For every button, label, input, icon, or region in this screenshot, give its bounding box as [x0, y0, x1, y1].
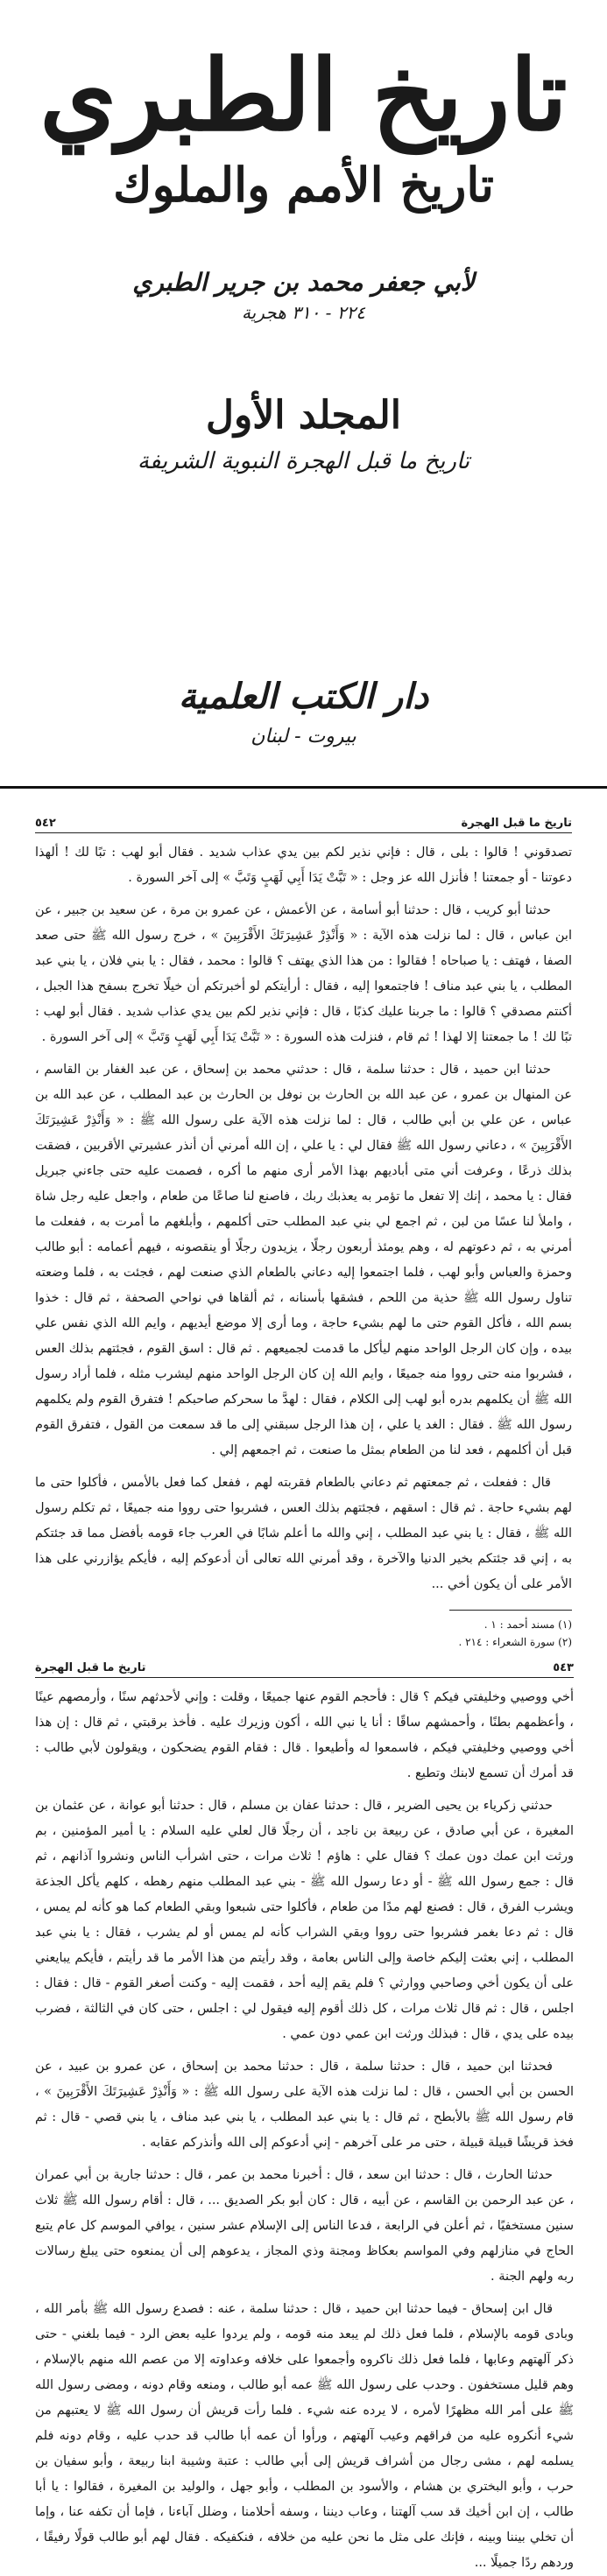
running-header — [35, 817, 572, 833]
author-dates: ٢٢٤ - ٣١٠ هجرية — [241, 302, 366, 323]
author-line: لأبي جعفر محمد بن جرير الطبري — [132, 268, 475, 297]
page-body — [35, 1685, 574, 2576]
paragraph: حدثنا ابن حميد ، قال : حدثنا سلمة ، قال : حدثني محمد بن إسحاق ، عن عبد الغفار بن القاسم ، عن المنهال بن عمرو ، عن عبد الله بن الحارث بن نوفل بن الحارث بن عبد المطلب ، عن عبد الله بن عباس ، عن علي بن أبي طالب ، قال : لما نزلت هذه الآية على رسول الله ﷺ : « وَأَنْذِرْ عَشِيرَتَكَ الأَقْرَبِينَ » ، دعاني رسول الله ﷺ فقال لي : يا علي ، إن الله أمرني أن أنذر عشيرتي الأقربين ، فضقت بذلك ذرعًا ، وعرفت أني متى أباديهم بهذا الأمر أرى منهم ما أكره ، فصمت عليه حتى جاءني جبريل فقال : يا محمد ، إنك إلا تفعل ما تؤمر به يعذبك ربك ، فاصنع لنا صاعًا من طعام ، واجعل عليه رجل شاة ، واملأ لنا عسًا من لبن ، ثم اجمع لي بني عبد المطلب حتى أكلمهم ، وأبلغهم ما أمرت به ، ففعلت ما أمرني به ، ثم دعوتهم له ، وهم يومئذ أربعون رجلًا ، يزيدون رجلًا أو ينقصونه ، فيهم أعمامه : أبو طالب وحمزة والعباس وأبو لهب ، فلما اجتمعوا إليه دعاني بالطعام الذي صنعت لهم ، فجئت به ، فلما وضعته تناول رسول الله ﷺ حذية من اللحم ، فشقها بأسنانه ، ثم ألقاها في نواحي الصحفة ، ثم قال : خذوا بسم الله ، فأكل القوم حتى ما لهم بشيء حاجة ، وما أرى إلا موضع أيديهم ، وايم الله الذي نفس علي بيده ، وإن كان الرجل الواحد منهم ليأكل ما قدمت لجميعهم . ثم قال : اسق القوم ، فجئتهم بذلك العس ، فشربوا منه حتى رووا منه جميعًا ، وايم الله إن كان الرجل الواحد منهم ليشرب مثله ، فلما أراد رسول الله ﷺ أن يكلمهم بدره أبو لهب إلى الكلام ، فقال : لهدَّ ما سحركم صاحبكم ! فتفرق القوم ولم يكلمهم رسول الله ﷺ . فقال : الغد يا علي ، إن هذا الرجل سبقني إلى ما قد سمعت من القول ، فتفرق القوم قبل أن أكلمهم ، فعد لنا من الطعام بمثل ما صنعت ، ثم اجمعهم إلي . — [35, 1063, 572, 1457]
footnote-rule — [449, 1610, 572, 1611]
paragraph: حدثنا أبو كريب ، قال : حدثنا أبو أسامة ، عن الأعمش ، عن عمرو بن مرة ، عن سعيد بن جبير ، عن ابن عباس ، قال : لما نزلت هذه الآية : « وَأَنْذِرْ عَشِيرَتَكَ الأَقْرَبِينَ » ، خرج رسول الله ﷺ حتى صعد الصفا ، فهتف : يا صباحاه ! فقالوا : من هذا الذي يهتف ؟ قالوا : محمد ، فقال : يا بني فلان ، يا بني عبد المطلب ، يا بني عبد مناف ! فاجتمعوا إليه ، فقال : أرأيتكم لو أخبرتكم أن خيلًا تخرج بسفح هذا الجبل ، أكنتم مصدقي ؟ قالوا : ما جربنا عليك كذبًا ، قال : فإني نذير لكم بين يدي عذاب شديد . فقال أبو لهب : تبًا لك ! ما جمعتنا إلا لهذا ! ثم قام ، فنزلت هذه السورة : « تَبَّتْ يَدَا أَبِي لَهَبٍ وَتَبَّ » إلى آخر السورة . — [35, 903, 572, 1044]
paragraph: قال ابن إسحاق - فيما حدثنا ابن حميد ، قال : حدثنا سلمة ، عنه : فصدع رسول الله ﷺ بأمر الله ، وبادى قومه بالإسلام ، فلما فعل ذلك لم يبعد منه قومه ، ولم يردوا عليه بعض الرد - فيما بلغني - حتى ذكر آلهتهم وعابها ، فلما فعل ذلك ناكروه وأجمعوا على خلافه وعداوته إلا من عصم الله منهم بالإسلام ، وهم قليل مستخفون . وحدب على رسول الله ﷺ عمه أبو طالب ، ومنعه وقام دونه ، ومضى رسول الله ﷺ على أمر الله مظهرًا لأمره ، لا يرده عنه شيء . فلما رأت قريش أن رسول الله ﷺ لا يعتبهم من شيء أنكروه عليه من فراقهم وعيب آلهتهم ، ورأوا أن عمه أبا طالب قد حدب عليه ، وقام دونه فلم يسلمه لهم ، مشى رجال من أشراف قريش إلى أبي طالب : عتبة وشيبة ابنا ربيعة ، وأبو سفيان بن حرب ، وأبو البختري بن هشام ، والأسود بن المطلب ، وأبو جهل ، والوليد بن المغيرة ، فقالوا : يا أبا طالب ، إن ابن أخيك قد سب آلهتنا ، وعاب ديننا ، وسفه أحلامنا ، وضلل آباءنا ، فإما أن تكفه عنا ، وإما أن تخلي بيننا وبينه ، فإنك على مثل ما نحن عليه من خلافه ، فنكفيكه . فقال لهم أبو طالب قولًا رفيقًا ، وردهم ردًا جميلًا ... — [35, 2302, 574, 2570]
page-number: ٥٤٢ — [35, 817, 56, 830]
paragraph: فحدثنا ابن حميد ، قال : حدثنا سلمة ، قال : حدثنا محمد بن إسحاق ، عن عمرو بن عبيد ، عن الحسن بن أبي الحسن ، قال : لما نزلت هذه الآية على رسول الله ﷺ : « وَأَنْذِرْ عَشِيرَتَكَ الأَقْرَبِينَ » ، قام رسول الله ﷺ بالأبطح ، ثم قال : يا بني عبد المطلب ، يا بني عبد مناف ، يا بني قصي - قال : ثم فخذ قريشًا قبيلة قبيلة ، حتى مر على آخرهم - إني أدعوكم إلى الله وأنذركم عقابه . — [35, 2060, 574, 2150]
paragraph: تصدقوني ! قالوا : بلى ، قال : فإني نذير لكم بين يدي عذاب شديد . فقال أبو لهب : تبًا لك ! ألهذا دعوتنا - أو جمعتنا ! فأنزل الله عز وجل : « تَبَّتْ يَدَا أَبِي لَهَبٍ وَتَبَّ » إلى آخر السورة . — [35, 846, 572, 885]
running-header-title: تاريخ ما قبل الهجرة — [461, 817, 572, 830]
page-body — [35, 840, 572, 1597]
footnotes — [35, 1616, 572, 1651]
paragraph: حدثنا الحارث ، قال : حدثنا ابن سعد ، قال : أخبرنا محمد بن عمر ، قال : حدثنا جارية بن أبي عمران ، عن عبد الرحمن بن القاسم ، عن أبيه ، قال : كان أبو بكر الصديق ... ، قال : أقام رسول الله ﷺ ثلاث سنين مستخفيًا ، ثم أعلن في الرابعة ، فدعا الناس إلى الإسلام عشر سنين ، يوافي الموسم كل عام يتبع الحاج في منازلهم وفي المواسم بعكاظ ومجنة وذي المجاز ، يدعوهم إلى أن يمنعوه حتى يبلغ رسالات ربه ولهم الجنة . — [35, 2168, 574, 2284]
page-divider — [0, 786, 607, 789]
book-subtitle: تاريخ الأمم والملوك — [113, 157, 494, 213]
text-page-542 — [0, 792, 607, 1648]
running-header — [35, 1661, 574, 1678]
volume-subtitle: تاريخ ما قبل الهجرة النبوية الشريفة — [137, 448, 470, 474]
volume-title: المجلد الأول — [206, 393, 401, 438]
title-page — [0, 0, 607, 783]
publisher-name: دار الكتب العلمية — [178, 676, 429, 717]
page-number: ٥٤٣ — [553, 1661, 574, 1674]
paragraph: أخي ووصيي وخليفتي فيكم ؟ قال : فأحجم القوم عنها جميعًا ، وقلت : وإني لأحدثهم سنًا ، وأرمصهم عينًا ، وأعظمهم بطنًا ، وأحمشهم ساقًا : أنا يا نبي الله ، أكون وزيرك عليه . فأخذ برقبتي ، ثم قال : إن هذا أخي ووصيي وخليفتي فيكم ، فاسمعوا له وأطيعوا . قال : فقام القوم يضحكون ، ويقولون لأبي طالب : قد أمرك أن تسمع لابنك وتطيع . — [35, 1690, 574, 1780]
footnote: (١) مسند أحمد : ١ . — [483, 1618, 572, 1631]
text-page-543 — [0, 1654, 607, 2570]
footnote: (٢) سورة الشعراء : ٢١٤ . — [458, 1636, 572, 1648]
book-title: تاريخ الطبري — [39, 39, 568, 153]
publisher-city: بيروت - لبنان — [251, 726, 356, 748]
running-header-title: تاريخ ما قبل الهجرة — [35, 1661, 146, 1674]
paragraph: حدثني زكرياء بن يحيى الضرير ، قال : حدثنا عفان بن مسلم ، قال : حدثنا أبو عوانة ، عن عثمان بن المغيرة ، عن أبي صادق ، عن ربيعة بن ناجد ، أن رجلًا قال لعلي عليه السلام : يا أمير المؤمنين ، بم ورثت ابن عمك دون عمك ؟ فقال علي : هاؤم ! ثلاث مرات ، حتى اشرأب الناس ونشروا آذانهم ، ثم قال : جمع رسول الله ﷺ - أو دعا رسول الله ﷺ - بني عبد المطلب منهم رهطه ، كلهم يأكل الجذعة ويشرب الفرق ، قال : فصنع لهم مدًا من طعام ، فأكلوا حتى شبعوا وبقي الطعام كما هو كأنه لم يمس ، قال : ثم دعا بغمر فشربوا حتى رووا وبقي الشراب كأنه لم يمس أو لم يشرب ، فقال : يا بني عبد المطلب ، إني بعثت إليكم خاصة وإلى الناس بعامة ، وقد رأيتم من هذا الأمر ما قد رأيتم ، فأيكم يبايعني على أن يكون أخي وصاحبي ووارثي ؟ فلم يقم إليه أحد ، فقمت إليه - وكنت أصغر القوم - قال : فقال : اجلس ، قال : ثم قال ثلاث مرات ، كل ذلك أقوم إليه فيقول لي : اجلس ، حتى كان في الثالثة ، فضرب بيده على يدي ، قال : فبذلك ورثت ابن عمي دون عمي . — [35, 1799, 574, 2041]
paragraph: قال : ففعلت ، ثم جمعتهم ثم دعاني بالطعام فقربته لهم ، ففعل كما فعل بالأمس ، فأكلوا حتى ما لهم بشيء حاجة . ثم قال : اسقهم ، فجئتهم بذلك العس ، فشربوا حتى رووا منه جميعًا ، ثم تكلم رسول الله ﷺ ، فقال : يا بني عبد المطلب ، إني والله ما أعلم شابًا في العرب جاء قومه بأفضل مما قد جئتكم به ، إني قد جئتكم بخير الدنيا والآخرة ، وقد أمرني الله تعالى أن أدعوكم إليه ، فأيكم يؤازرني على هذا الأمر على أن يكون أخي ... — [35, 1476, 572, 1591]
